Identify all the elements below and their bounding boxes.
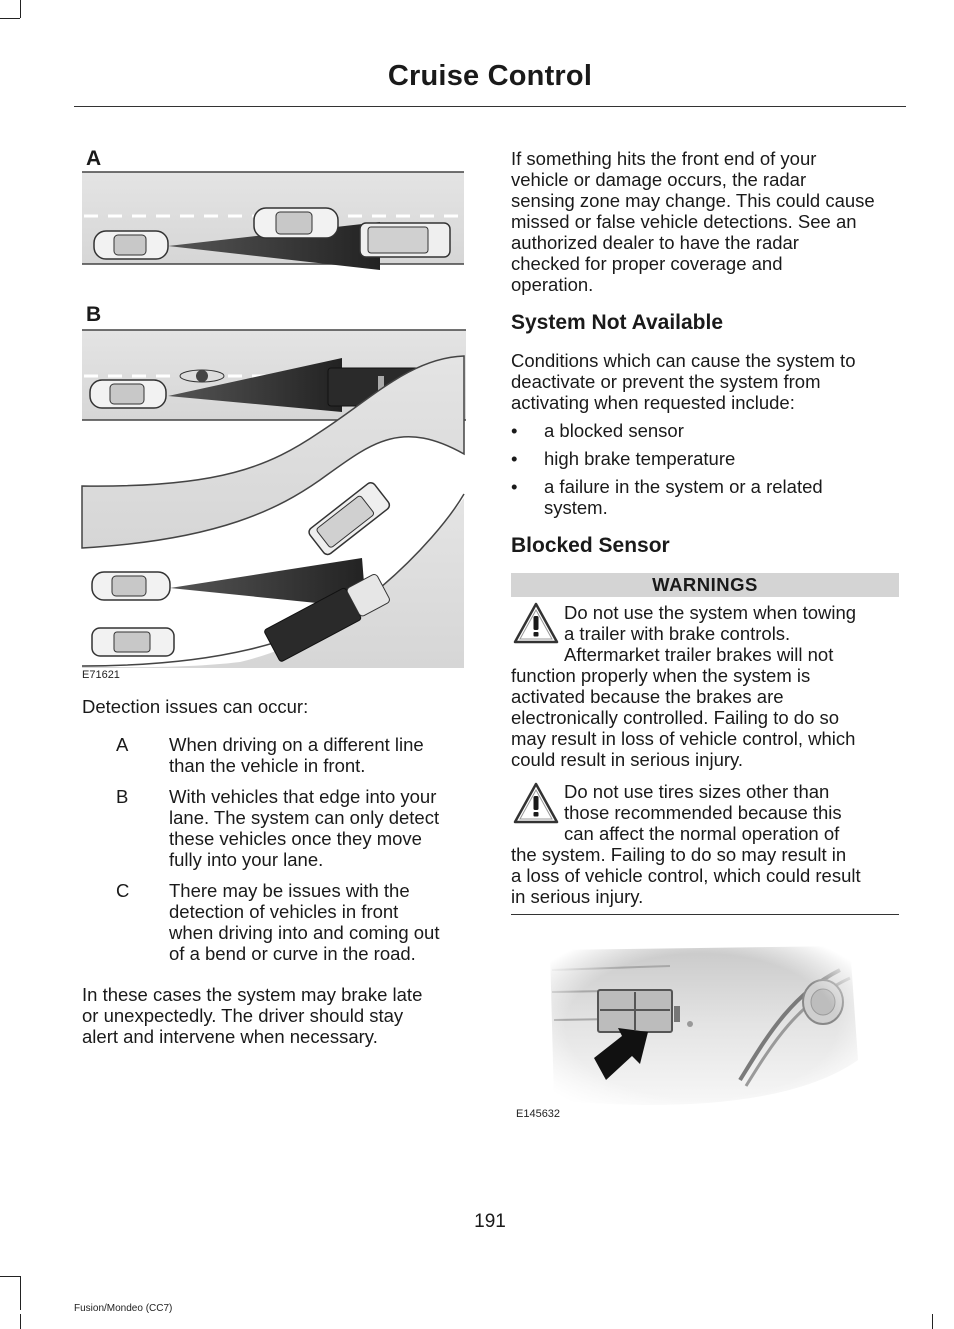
- motorcycle-icon: [180, 370, 224, 382]
- crop-mark: [20, 1314, 21, 1329]
- text-line: in serious injury.: [511, 886, 644, 907]
- heading-blocked-sensor: Blocked Sensor: [511, 534, 670, 557]
- text-line: detection of vehicles in front: [169, 901, 399, 922]
- text-line: When driving on a different line: [169, 734, 424, 755]
- warning-1-indented: [564, 602, 856, 665]
- bullet-icon: •: [511, 448, 518, 469]
- conditions-paragraph: [511, 350, 855, 413]
- text-line: authorized dealer to have the radar: [511, 232, 799, 253]
- van-icon: [307, 481, 391, 557]
- text-line: Conditions which can cause the system to: [511, 350, 856, 371]
- list-item: [82, 734, 474, 776]
- text-line: With vehicles that edge into your: [169, 786, 437, 807]
- text-line: operation.: [511, 274, 594, 295]
- text-line: alert and intervene when necessary.: [82, 1026, 378, 1047]
- text-line: a failure in the system or a related: [544, 476, 823, 497]
- list-item-key: C: [116, 880, 130, 901]
- text-line: If something hits the front end of your: [511, 148, 817, 169]
- radar-sensor-illustration: [540, 940, 862, 1112]
- text-line: high brake temperature: [544, 448, 736, 469]
- car-icon: [92, 572, 170, 600]
- text-line: a loss of vehicle control, which could result: [511, 865, 861, 886]
- list-item: [82, 786, 474, 870]
- warning-triangle-icon: [512, 781, 560, 825]
- text-line: a blocked sensor: [544, 420, 684, 441]
- crop-mark: [0, 1276, 20, 1277]
- page-number: 191: [474, 1211, 506, 1232]
- list-item-key: B: [116, 786, 129, 807]
- text-line: In these cases the system may brake late: [82, 984, 423, 1005]
- list-item-text: [169, 786, 439, 870]
- warning-triangle-icon: [512, 601, 560, 645]
- figure-code: E71621: [82, 669, 120, 681]
- figure-label-b: B: [86, 303, 102, 326]
- closing-paragraph: [82, 984, 422, 1047]
- figure-label-a: A: [86, 147, 102, 170]
- text-line: when driving into and coming out: [169, 922, 440, 943]
- text-line: Aftermarket trailer brakes will not: [564, 644, 834, 665]
- text-line: sensing zone may change. This could cause: [511, 190, 875, 211]
- car-icon: [92, 628, 174, 656]
- text-line: these vehicles once they move: [169, 828, 422, 849]
- text-line: There may be issues with the: [169, 880, 410, 901]
- text-line: the system. Failing to do so may result in: [511, 844, 847, 865]
- warnings-banner: WARNINGS: [511, 573, 899, 597]
- warning-2-indented: [564, 781, 842, 844]
- text-line: Do not use the system when towing: [564, 602, 857, 623]
- crop-mark: [20, 1276, 21, 1310]
- text-line: lane. The system can only detect: [169, 807, 440, 828]
- car-icon: [90, 380, 166, 408]
- list-item: [511, 476, 901, 518]
- text-line: Do not use tires sizes other than: [564, 781, 830, 802]
- intro-text: Detection issues can occur:: [82, 696, 309, 717]
- text-line: may result in loss of vehicle control, which: [511, 728, 856, 749]
- bullet-icon: •: [511, 476, 518, 497]
- page-title: Cruise Control: [387, 60, 593, 92]
- text-line: could result in serious injury.: [511, 749, 744, 770]
- issues-list: [82, 734, 474, 964]
- crop-mark: [0, 18, 20, 19]
- text-line: deactivate or prevent the system from: [511, 371, 821, 392]
- warning-1-text: [511, 665, 855, 770]
- warning-2-text: [511, 844, 861, 907]
- footer-model: Fusion/Mondeo (CC7): [74, 1303, 173, 1314]
- bullet-icon: •: [511, 420, 518, 441]
- list-item-key: A: [116, 734, 129, 755]
- text-line: function properly when the system is: [511, 665, 811, 686]
- list-item: [511, 448, 901, 469]
- car-icon: [94, 231, 168, 259]
- crop-mark: [932, 1314, 933, 1329]
- list-item-text: [169, 880, 439, 964]
- text-line: activating when requested include:: [511, 392, 795, 413]
- conditions-list: [511, 420, 901, 525]
- text-line: can affect the normal operation of: [564, 823, 840, 844]
- intro-paragraph: [511, 148, 875, 295]
- text-line: of a bend or curve in the road.: [169, 943, 416, 964]
- text-line: or unexpectedly. The driver should stay: [82, 1005, 404, 1026]
- detection-illustration: [80, 168, 468, 668]
- text-line: missed or false vehicle detections. See an: [511, 211, 857, 232]
- text-line: than the vehicle in front.: [169, 755, 366, 776]
- panel-a-scene: [82, 172, 464, 270]
- car-icon: [254, 208, 338, 238]
- crop-mark: [20, 0, 21, 18]
- text-line: system.: [544, 497, 608, 518]
- text-line: a trailer with brake controls.: [564, 623, 791, 644]
- heading-system-not-available: System Not Available: [511, 311, 724, 334]
- van-icon: [360, 223, 450, 257]
- figure-code: E145632: [516, 1108, 561, 1120]
- text-line: fully into your lane.: [169, 849, 324, 870]
- list-item: [82, 880, 474, 964]
- text-line: vehicle or damage occurs, the radar: [511, 169, 807, 190]
- list-item-text: [169, 734, 424, 776]
- text-line: those recommended because this: [564, 802, 842, 823]
- text-line: activated because the brakes are: [511, 686, 784, 707]
- title-divider: [74, 106, 906, 107]
- text-line: electronically controlled. Failing to do so: [511, 707, 840, 728]
- text-line: checked for proper coverage and: [511, 253, 783, 274]
- list-item: [511, 420, 901, 441]
- warnings-end-divider: [511, 914, 899, 915]
